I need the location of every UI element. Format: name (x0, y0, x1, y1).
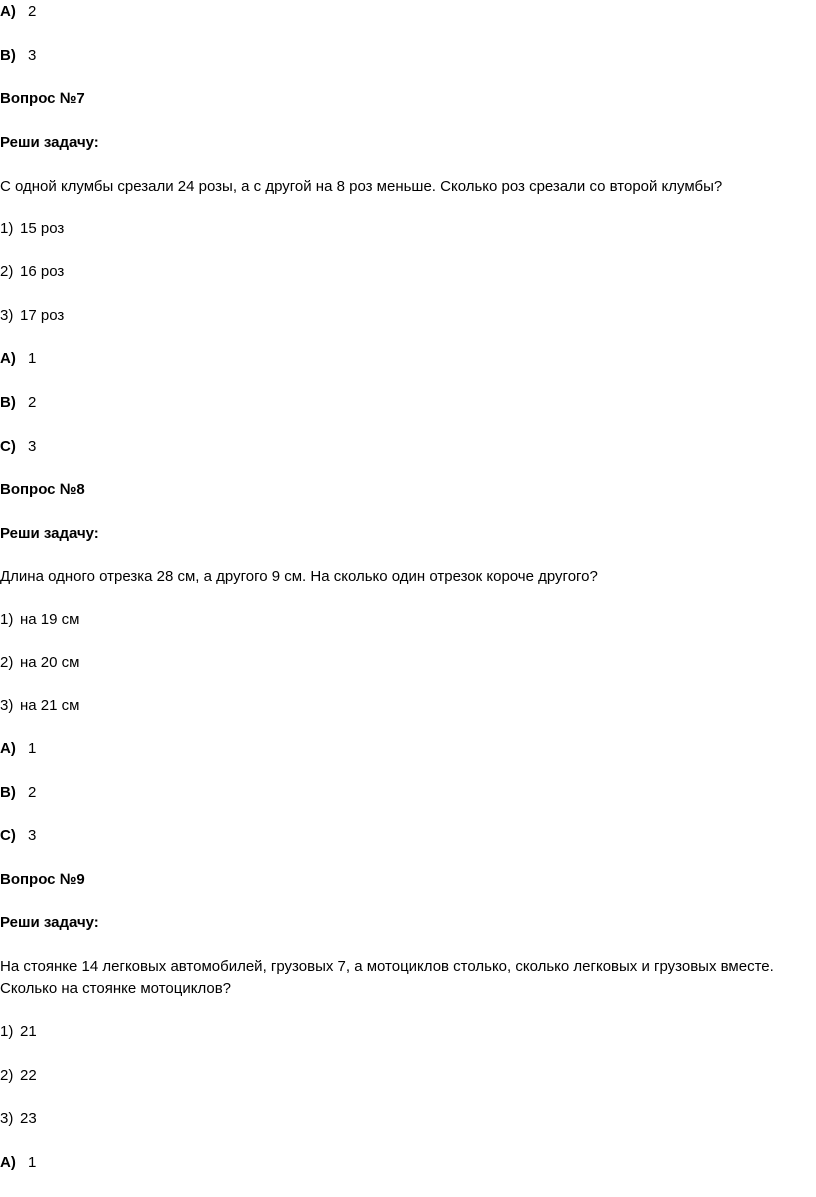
question-8-answer-b (0, 782, 36, 804)
option-text: 23 (20, 1110, 37, 1127)
answer-label: B) (0, 394, 16, 411)
answer-label: C) (0, 827, 16, 844)
question-9-text: На стоянке 14 легковых автомобилей, грузовых 7, а мотоциклов столько, сколько легковых и грузовых вместе. Сколько на стоянке мотоциклов? (0, 958, 774, 997)
option-number: 3) (0, 1110, 14, 1127)
answer-label: A) (0, 740, 16, 757)
question-9-option-1 (0, 1021, 37, 1043)
answer-label: A) (0, 350, 16, 367)
answer-a (0, 1, 36, 23)
answer-label: C) (0, 438, 16, 455)
answer-label: B) (0, 47, 16, 64)
option-text: на 21 см (20, 697, 80, 714)
answer-value: 3 (28, 47, 37, 64)
question-8-text: Длина одного отрезка 28 см, а другого 9 см. На сколько один отрезок короче другого? (0, 568, 598, 585)
question-9-instruction: Реши задачу: (0, 914, 99, 931)
answer-label: A) (0, 1154, 16, 1171)
question-8-instruction: Реши задачу: (0, 525, 99, 542)
option-text: на 19 см (20, 611, 80, 628)
option-text: 15 роз (20, 220, 65, 237)
question-7-option-1 (0, 218, 64, 240)
question-8-answer-a (0, 738, 36, 760)
answer-value: 1 (28, 1154, 37, 1171)
option-number: 1) (0, 1023, 14, 1040)
option-text: 22 (20, 1067, 37, 1084)
option-text: 21 (20, 1023, 37, 1040)
question-8-option-1 (0, 609, 79, 631)
option-number: 3) (0, 307, 14, 324)
question-7-answer-a (0, 348, 36, 370)
option-text: 16 роз (20, 263, 65, 280)
answer-value: 2 (28, 394, 37, 411)
answer-label: B) (0, 784, 16, 801)
answer-value: 2 (28, 3, 37, 20)
answer-value: 2 (28, 784, 37, 801)
question-9-title: Вопрос №9 (0, 871, 85, 888)
answer-b (0, 45, 36, 67)
question-8-option-3 (0, 695, 79, 717)
question-8-answer-c (0, 825, 36, 847)
question-9-answer-a (0, 1152, 36, 1174)
option-number: 2) (0, 1067, 14, 1084)
question-7-instruction: Реши задачу: (0, 134, 99, 151)
answer-value: 3 (28, 827, 37, 844)
answer-value: 1 (28, 740, 37, 757)
question-7-option-2 (0, 261, 64, 283)
question-8-title: Вопрос №8 (0, 481, 85, 498)
option-number: 1) (0, 611, 14, 628)
answer-value: 1 (28, 350, 37, 367)
question-7-answer-b (0, 392, 36, 414)
question-9-option-2 (0, 1065, 37, 1087)
answer-value: 3 (28, 438, 37, 455)
question-7-option-3 (0, 305, 64, 327)
option-number: 2) (0, 654, 14, 671)
question-9-option-3 (0, 1108, 37, 1130)
option-number: 2) (0, 263, 14, 280)
option-number: 3) (0, 697, 14, 714)
question-8-option-2 (0, 652, 79, 674)
question-7-text: С одной клумбы срезали 24 розы, а с другой на 8 роз меньше. Сколько роз срезали со второй клумбы? (0, 178, 723, 195)
answer-label: A) (0, 3, 16, 20)
option-text: 17 роз (20, 307, 65, 324)
option-text: на 20 см (20, 654, 80, 671)
question-7-answer-c (0, 436, 36, 458)
option-number: 1) (0, 220, 14, 237)
question-7-title: Вопрос №7 (0, 90, 85, 107)
